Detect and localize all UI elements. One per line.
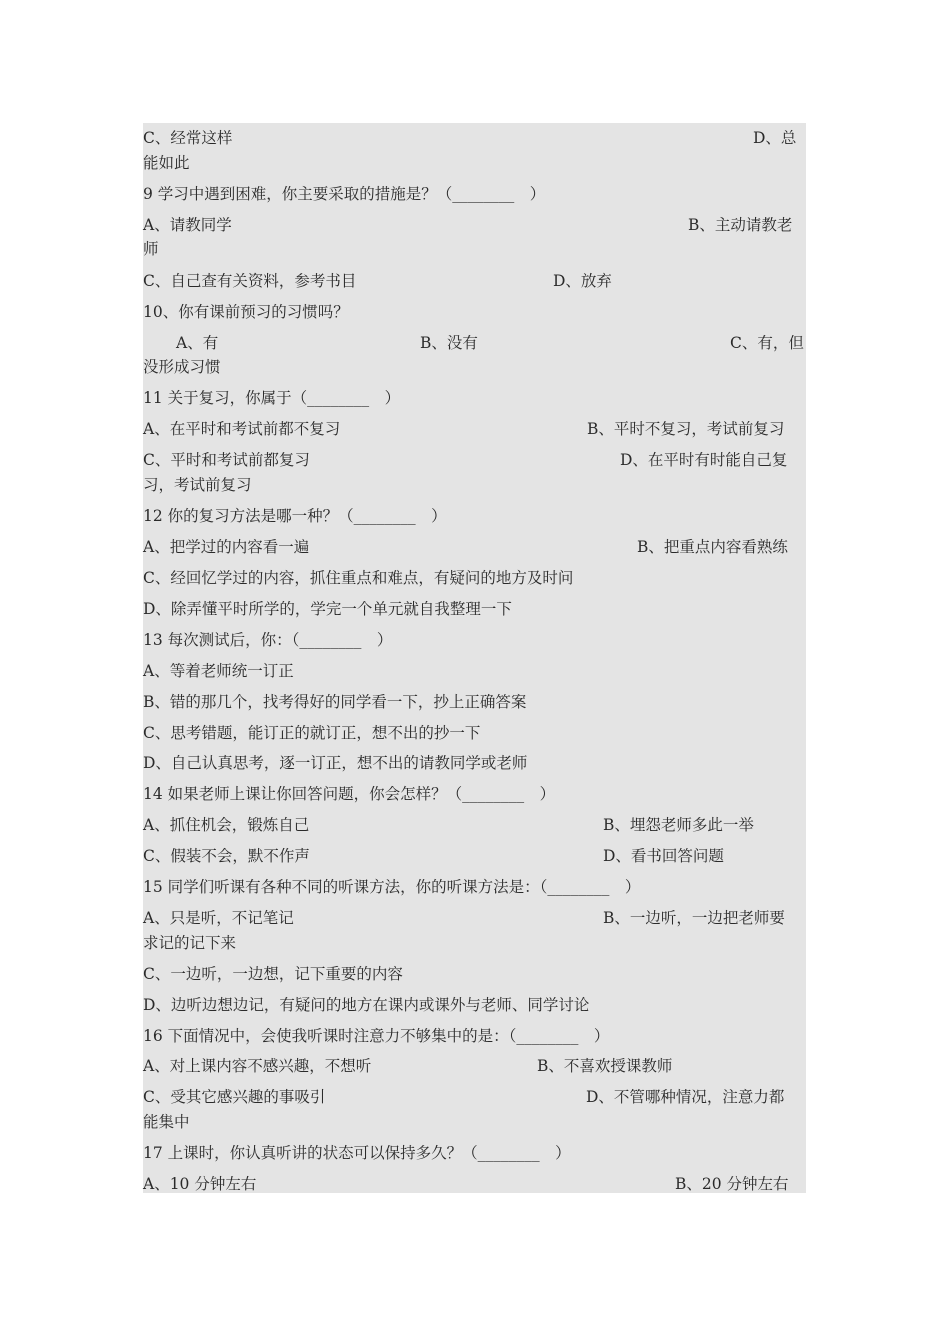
question-15: 15 同学们听课有各种不同的听课方法，你的听课方法是：（________ ） [143, 878, 641, 896]
option-b: B、20 分钟左右 [675, 1175, 789, 1193]
text-line [143, 659, 806, 683]
text-line [143, 844, 806, 868]
text-line [143, 213, 806, 237]
option-c: C、受其它感兴趣的事吸引 [143, 1088, 326, 1106]
option-c: C、平时和考试前都复习 [143, 451, 310, 469]
option-a: A、请教同学 [143, 216, 232, 234]
text-line [143, 1085, 806, 1109]
text-line [143, 690, 806, 714]
question-14: 14 如果老师上课让你回答问题，你会怎样？（________ ） [143, 785, 556, 803]
question-11: 11 关于复习，你属于（________ ） [143, 389, 401, 407]
option-d: D、不管哪种情况，注意力都 [586, 1088, 785, 1106]
option-d-cont: 能集中 [143, 1113, 190, 1131]
option-b: B、主动请教老 [688, 216, 793, 234]
question-17: 17 上课时，你认真听讲的状态可以保持多久？（________ ） [143, 1144, 571, 1162]
option-a: A、等着老师统一订正 [143, 662, 294, 680]
text-line [143, 417, 806, 441]
option-a: A、在平时和考试前都不复习 [143, 420, 341, 438]
option-a: A、只是听，不记笔记 [143, 909, 294, 927]
text-line [143, 813, 806, 837]
option-c: C、自己查有关资料，参考书目 [143, 272, 357, 290]
question-10: 10、你有课前预习的习惯吗？ [143, 303, 349, 321]
option-a: A、10 分钟左右 [143, 1175, 257, 1193]
text-line [143, 597, 806, 621]
text-line [143, 535, 806, 559]
option-d: D、除弄懂平时所学的，学完一个单元就自我整理一下 [143, 600, 512, 618]
option-b: B、没有 [420, 334, 478, 352]
text-line [143, 126, 806, 150]
text-line [143, 931, 806, 955]
document-page [143, 123, 806, 1193]
option-d: D、总 [753, 129, 797, 147]
option-b: B、平时不复习，考试前复习 [587, 420, 785, 438]
text-line [143, 751, 806, 775]
option-d-cont: 习，考试前复习 [143, 476, 252, 494]
question-12: 12 你的复习方法是哪一种？（________ ） [143, 507, 447, 525]
option-d: D、看书回答问题 [603, 847, 724, 865]
text-line [143, 1054, 806, 1078]
option-b: B、错的那几个，找考得好的同学看一下，抄上正确答案 [143, 693, 527, 711]
option-c-cont: 没形成习惯 [143, 358, 221, 376]
text-line [143, 237, 806, 261]
text-line [143, 355, 806, 379]
option-d: D、自己认真思考，逐一订正，想不出的请教同学或老师 [143, 754, 528, 772]
text-line [143, 473, 806, 497]
option-c: C、有，但 [730, 334, 804, 352]
text-line [143, 331, 806, 355]
text-line [143, 1172, 806, 1196]
option-b-cont: 师 [143, 240, 159, 258]
option-d: D、放弃 [553, 272, 612, 290]
text-line [143, 993, 806, 1017]
option-b: B、不喜欢授课教师 [537, 1057, 673, 1075]
text-line [143, 906, 806, 930]
option-a: A、抓住机会，锻炼自己 [143, 816, 310, 834]
option-b: B、把重点内容看熟练 [637, 538, 788, 556]
question-9: 9 学习中遇到困难，你主要采取的措施是？（________ ） [143, 185, 546, 203]
option-a: A、有 [176, 334, 219, 352]
option-d-cont: 能如此 [143, 154, 190, 172]
text-line [143, 962, 806, 986]
option-d: D、边听边想边记，有疑问的地方在课内或课外与老师、同学讨论 [143, 996, 590, 1014]
text-line [143, 269, 806, 293]
option-c: C、假装不会，默不作声 [143, 847, 310, 865]
option-c: C、经常这样 [143, 129, 233, 147]
option-a: A、对上课内容不感兴趣，不想听 [143, 1057, 372, 1075]
option-c: C、经回忆学过的内容，抓住重点和难点，有疑问的地方及时问 [143, 569, 574, 587]
question-13: 13 每次测试后，你：（________ ） [143, 631, 393, 649]
question-16: 16 下面情况中，会使我听课时注意力不够集中的是：（________ ） [143, 1027, 610, 1045]
text-line [143, 151, 806, 175]
option-a: A、把学过的内容看一遍 [143, 538, 310, 556]
option-c: C、思考错题，能订正的就订正，想不出的抄一下 [143, 724, 481, 742]
text-line [143, 448, 806, 472]
option-d: D、在平时有时能自己复 [620, 451, 788, 469]
option-b: B、一边听，一边把老师要 [603, 909, 785, 927]
text-line [143, 1110, 806, 1134]
option-b-cont: 求记的记下来 [143, 934, 237, 952]
text-line [143, 721, 806, 745]
option-c: C、一边听，一边想，记下重要的内容 [143, 965, 403, 983]
option-b: B、埋怨老师多此一举 [603, 816, 754, 834]
text-line [143, 566, 806, 590]
